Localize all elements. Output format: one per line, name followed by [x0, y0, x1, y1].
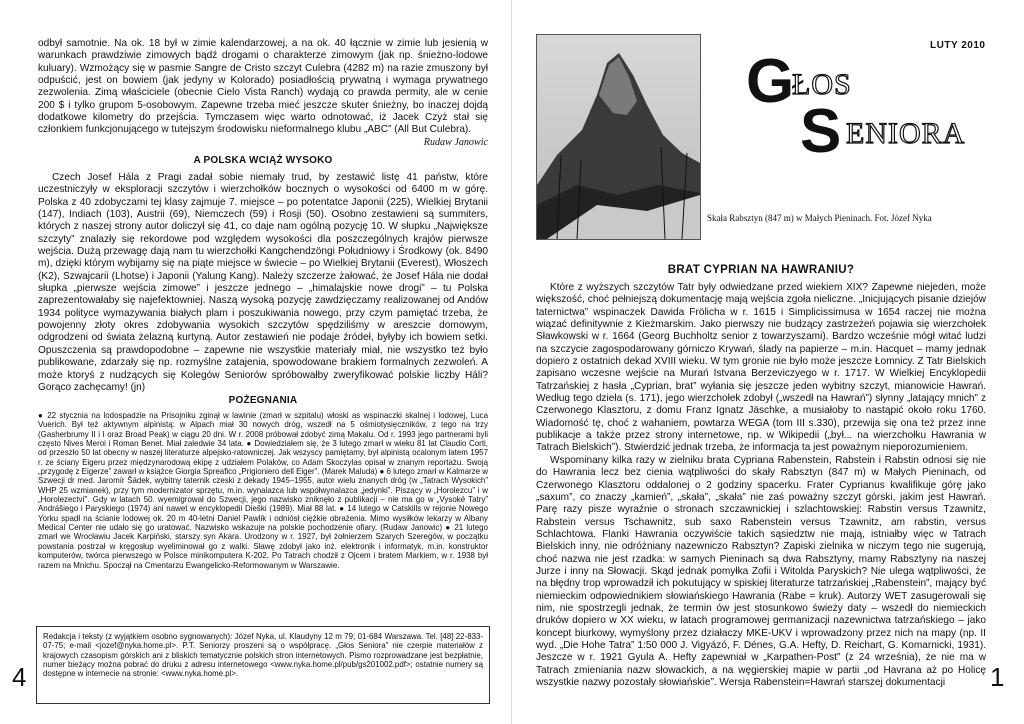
article-title: BRAT CYPRIAN NA HAWRANIU?	[667, 264, 855, 276]
section-text-pozegnania: ● 22 stycznia na lodospadzie na Prisojniku zginął w lawinie (zmarł w szpitalu) włoski as wspinaczki skalnej i lodowej, Luca Vuerich. Był też aktywnym alpinistą: w Alpach miał 30 nowych dróg, wszedł na 5 ośmiotysięczników, z tego na trzy (Gasherbrumy II i I oraz Broad Peak) w ciągu 20 dni. W r. 2008 próbował zdobyć zimą Makalu. Od r. 1993 jego partnerami byli często Nives Meroi i Roman Benet. Miał zaledwie 34 lata. ● Dowiedziałem się, że 3 lutego zmarł w wieku 81 lat Claudio Corti, od przeszło 50 lat obecny w naszej literaturze alpejsko-ratowniczej. Jak wszyscy pamiętamy, był alpinistą ocalonym latem 1957 r. ze ściany Eigeru przez międzynarodową ekipę z udziałem Polaków, co Adam Skoczylas opisał w znanym reportażu. Swoją „przygodę z Eigerze” zawarł w książce Giorgia Spreafico „Prigioniero dell Eiger”. (Marek Maluda) ● 6 lutego zmarł w Kalmarze w Szwecji dr med. Jaromír Šádek, wybitny taternik czeski z dekady 1945–1955, autor wielu znanych dróg (w „Tatrach Wysokich” WHP 25 wzmianek), przy tym modernizator sprzętu, m.in. wynalazca lub współwynalazca „jedynki”. Piszący w „Horolezcu” i w „Horolezectví”. Gdy w latach 50. wyemigrował do Szwecji, jego nazwisko zniknęło z publikacji – nie ma go w „Vysoké Tatry” Andrášiego i Paryskiego (1974) ani nawet w encyklopedii Dieški (1989). Miał 88 lat. ● 14 lutego w Catskills w rejonie Nowego Yorku spadł na ścianie lodowej ok. 20 m 40-letni Daniel Pawlik i odniósł ciężkie obrażenia. Mimo wysiłków lekarzy w Albany Medical Center nie udało się go uratować. Nazwisko wskazuje na polskie pochodzenie ofiary. (Rudaw Janowic) ● 21 lutego zmarł we Wrocławiu Jacek Karpiński, starszy syn Akara. Urodzony w r. 1927, był żołnierzem Szarych Szeregów, w początku powstania postrzał w kręgosłup wyeliminował go z walki. Sławę zdobył jako inż. elektronik i informatyk, m.in. konstruktor komputerów, twórca pierwszego w Polsce minikomputera K-202. Po Tatrach chodził z Ojcem i bratem Markiem, w r. 1938 był razem na Mnichu. Spoczął na Cmentarzu Ewangelicko-Reformowanym w Warszawie.	[38, 411, 488, 570]
logo-s-letter: S	[800, 97, 842, 166]
article-para-2: Wspominany kilka razy w zielniku brata Cypriana Rabenstein, Rabstein i Rabstin odnosi się nie do Hawrania lecz bez cienia wątpliwości do skały Rabsztyn (847 m) w Małych Pieninach, od Czerwonego Klasztoru oddalonej o 2 godziny spacerku. Frater Cyprianus kwalifikuje górę jako „saxum”, co znaczy „kamień”, „skała”, „skała” nie zaś poważny szczyt górski, jakim jest Hawrań. Parę razy pisze wyraźnie o stronach szczawnickiej i szlachtowskiej: Rabstin versus Tzawnitz, Rabstein versus Tschawnitz, sub saxo Rabenstein versus Tzawnitz, am rabstin, versus Schlachtowa. Flanki Hawrania oczywiście takich sąsiedztw nie mają, istniałby więc w Tatrach Bielskich inny, nie odróżniany nazewniczo Rabsztyn? Zapiski zielnika w niczym tego nie sugerują, choć nazwa nie jest rzadka: w samych Pieninach są dwa Rabsztyny, mamy Rabsztyny na naszej Jurze i inny na Słowacji. Skąd jednak pomyłka Zofii i Witolda Paryskich? Nie ulega wątpliwości, że na błędny trop wprowadził ich pokutujący w spiskiej literaturze tatrzańskiej „Rabenstein”, mający być niemieckim odpowiednikiem słowiańskiego Hawrania (Rabe = kruk). Autorzy WET zasugerowali się nim, nie spostrzegli jednak, że termin ów jest stosunkowo świeży daty – wszedł do niemieckich druków dopiero w XX wieku, w latach programowej germanizacji nazewnictwa tatrzańskiego – jako koncept biurkowy, wymyślony przez działaczy MKE-UKV i wprowadzony przez nich na mapy (np. II wyd. „Die Hohe Tatra” 1:50 000 J. Vigyázó, F. Dénes, G.A. Hefty, D. Reichart, G. Komarnicki, 1931). Jeszcze w r. 1921 Gyula A. Hefty zapewniał w „Karpathen-Post” (z 24 września), że nie ma w Tatrach zmieniania nazw słowackich, a na węgierskiej mapie w partii „od Havrana aż po Holicę wszystkie nazwy pozostały słowiańskie”. Wersja Rabenstein=Hawrań starszej dokumentacji	[536, 454, 986, 688]
section-polska	[38, 155, 488, 394]
logo-g-letter: G	[746, 47, 795, 116]
page-number-right: 1	[990, 662, 1005, 692]
photo-caption: Skała Rabsztyn (847 m) w Małych Pieninach. Fot. Józef Nyka	[707, 213, 932, 223]
section-title-pozegnania: POŻEGNANIA	[228, 395, 298, 406]
page-number-left: 4	[12, 662, 27, 692]
logo-word-seniora: ENIORA	[846, 117, 966, 150]
logo-word-glos: ŁOS	[792, 68, 852, 101]
article-para-1: Które z wyższych szczytów Tatr były odwiedzane przed wiekiem XIX? Zapewne niejeden, może większość, choć pełniejszą dokumentację mają wejścia zgoła nieliczne. „Inicjujących pisanie dziejów taternictwa” wspinaczek Dawida Frölicha w r. 1615 i Simplicissimusa w 1654 raczej nie można wiązać definitywnie z Kieżmarskim. Jako pierwszy nie budzący zastrzeżeń pojawia się wierzchołek Sławkowski w r. 1664 (Georg Buchholtz senior z towarzyszami). Bardzo wcześnie mógł witać ludzi na szczycie zagospodarowany górniczo Krywań, ślady na papierze – m.in. Hacquet – mamy jednak dopiero z ostatnich dekad XVIII wieku. W tym gronie nie było może jeszcze Łomnicy. Z Tatr Bielskich zapisano wczesne wejście na Murań Istvana Berzeviczyego w r. 1717. W Wielkiej Encyklopedii Tatrzańskiej z hasła „Cyprian, brat” wyłania się jeszcze jeden wybitny szczyt, mianowicie Hawrań. Według tego dzieła (s. 171), jego wierzchołek zdobył („wszedł na Hawrań”) słynny „latający mnich” z Czerwonego Klasztoru, z domu Franz Ignatz Jäschke, a musiałoby to nastąpić około roku 1760. Wiadomość tę, choć z wahaniem, powtarza WEGA (tom III s.330), przewija się ona też przez inne publikacje a także przez strony internetowe, np. w Wikipedii („był... na wierzchołku Hawrania w Tatrach Bielskich”). Stwierdzić jednak trzeba, że informacja ta jest poważnym nieporozumieniem.	[536, 282, 986, 454]
masthead-logo	[746, 47, 996, 166]
section-title-polska: A POLSKA WCIĄŻ WYSOKO	[193, 155, 333, 166]
top-article-text: odbył samotnie. Na ok. 18 był w zimie kalendarzowej, a na ok. 40 łącznie w zimie lub jesienią w warunkach prawdziwie zimowych bądź drogami o charakterze zimowym (jak np. śnieżno-lodowe kuluary). Wzmożący się w pasmie Sangre de Cristo szczyt Culebra (4282 m) na razie zmuszony był odpuścić, jest on bowiem (jak jedyny w Kolorado) posiadłością prywatną i wymaga prywatnego zezwolenia. Zimą właściciele (obecnie Cielo Vista Ranch) wydają co prawda permity, ale w cenie 200 $ i tylko grupom 5-osobowym. Zapewne trzeba mieć jeszcze skuter śnieżny, bo inaczej dojdą dodatkowe kilometry do przejścia. Tymczasem więc warto odnotować, iż Jacek Czyż stał się członkiem funkcjonującego w tutejszym środowisku nieformalnego klubu „ABC” (All But Culebra).	[38, 38, 488, 136]
rock-landscape-image	[537, 35, 700, 239]
section-pozegnania	[38, 395, 488, 570]
photo-rabsztyn	[536, 34, 701, 240]
issue-date: LUTY 2010	[930, 40, 986, 51]
editorial-footer: Redakcja i teksty (z wyjątkiem osobno sygnowanych): Józef Nyka, ul. Klaudyny 12 m 79; 01-684 Warszawa. Tel. [48] 22-833-07-75; e-mail <jozef@nyka.home.pl>. P.T. Seniorzy proszeni są o współpracę. „Głos Seniora” nie czerpie materiałów z krajowych czasopism górskich ani z bliskich tematycznie polskich stron internetowych. Pismo rozprowadzane jest bezpłatnie, numer bieżący można pobrać do druku z adresu internetowego <www.nyka.home.pl/pub/gs201002.pdf>; ostatnie numery są dostępne w internecie na stronie: <www.nyka.home.pl>.	[36, 626, 490, 704]
section-text-polska: Czech Josef Hála z Pragi zadał sobie niemały trud, by zestawić listę 41 państw, które uczestniczyły w eksploracji szczytów i wierzchołków bocznych o wysokości od 6400 m w górę. Polska z 40 zdobyczami tej klasy zajmuje 7. miejsce – po potentatce Japonii (225), Wielkiej Brytanii (147), Indiach (103), Austrii (69), Niemczech (59) i Rosji (50). Osobno zestawieni są summiters, których z naszej strony autor doliczył się 41, co daje nam ogólną pozycję 10. W słupku „Największe szczyty” znalazły się rekordowe pod względem wysokości dla poszczególnych krajów pierwsze wejścia. Dużą przewagę dają nam tu wierzchołki Kangchendzöngi Południowy i Środkowy (ok. 8490 m), dzięki którym wybijamy się na piąte miejsce w świecie – po Wielkiej Brytanii (Everest), Włoszech (K2), Szwajcarii (Lhotse) i Japonii (Yalung Kang). Należy szczerze żałować, że Josef Hála nie dodał słupka „pierwsze wejścia zimowe” i jeszcze jednego – „himalajskie nowe drogi” – tu Polska zaprezentowałaby się najefektowniej. Naszą wysoką pozycję zawdzięczamy realizowanej od Andów 1934 polityce wymazywania białych plam i poszukiwania nowego, przy czym pamiętać trzeba, że powojenny złoty okres zdobywania wysokich szczytów spędziliśmy w areszcie domowym, odgrodzeni od świata żelazną kurtyną. Autor zestawień nie podaje źródeł, byłyby ich bowiem setki. Opuszczenia są prawdopodobne – zapewne nie wszystkie materiały miał, nie wszystko też było publikowane, zdarzały się np. rozmyślne zatajenia, spowodowane brakiem formalnych zezwoleń. A może ktoryś z nudzących się Kolegów Seniorów spróbowałby zweryfikować polskie liczby Háli? Gorąco zachęcamy! (jn)	[38, 172, 488, 393]
top-article: odbył samotnie. Na ok. 18 był w zimie kalendarzowej, a na ok. 40 łącznie w zimie lub jesienią w warunkach prawdziwie zimowych bądź drogami o charakterze zimowym (jak np. śnieżno-lodowe kuluary). Wzmożący się w pasmie Sangre de Cristo szczyt Culebra (4282 m) na razie zmuszony był odpuścić, jest on bowiem (jak jedyny w Kolorado) posiadłością prywatną i wymaga prywatnego zezwolenia. Zimą właściciele (obecnie Cielo Vista Ranch) wydają co prawda permity, ale w cenie 200 $ i tylko grupom 5-osobowym. Zapewne trzeba mieć jeszcze skuter śnieżny, bo inaczej dojdą dodatkowe kilometry do przejścia. Tymczasem więc warto odnotować, iż Jacek Czyż stał się członkiem funkcjonującego w tutejszym środowisku nieformalnego klubu „ABC” (All But Culebra). Rudaw Janowic	[38, 38, 488, 148]
right-article	[536, 264, 986, 689]
